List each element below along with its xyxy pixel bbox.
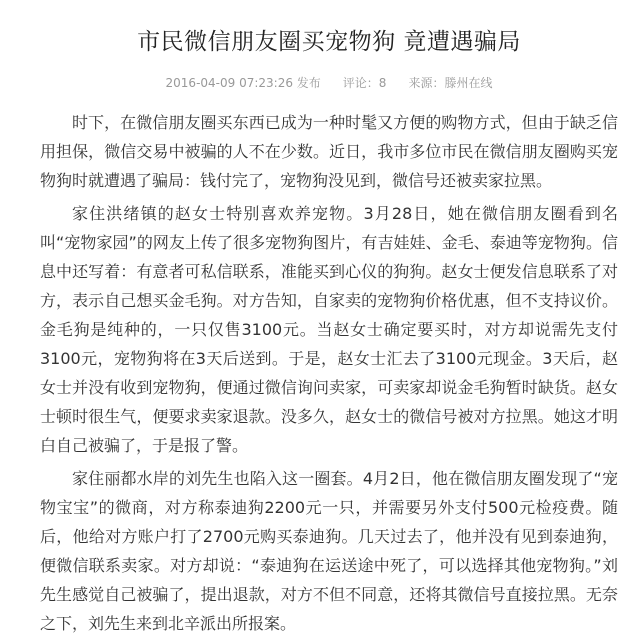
publish-datetime: 2016-04-09 07:23:26 发布 [165, 76, 321, 90]
comment-count[interactable]: 评论：8 [342, 76, 387, 90]
paragraph-1: 时下，在微信朋友圈买东西已成为一种时髦又方便的购物方式，但由于缺乏信用担保，微信交易中被骗的人不在少数。近日，我市多位市民在微信朋友圈购买宠物狗时就遭遇了骗局：钱付完了，宠物狗没见到，微信号还被卖家拉黑。 [40, 113, 618, 190]
article-source: 来源：滕州在线 [408, 76, 493, 90]
paragraph-2: 家住洪绪镇的赵女士特别喜欢养宠物。3月28日，她在微信朋友圈看到名叫“宠物家园”的网友上传了很多宠物狗图片，有吉娃娃、金毛、泰迪等宠物狗。信息中还写着：有意者可私信联系，准能买到心仪的狗狗。赵女士便发信息联系了对方，表示自己想买金毛狗。对方告知，自家卖的宠物狗价格优惠，但不支持议价。金毛狗是纯种的，一只仅售3100元。当赵女士确定要买时，对方却说需先支付3100元，宠物狗将在3天后送到。于是，赵女士汇去了3100元现金。3天后，赵女士并没有收到宠物狗，便通过微信询问卖家，可卖家却说金毛狗暂时缺货。赵女士顿时很生气，便要求卖家退款。没多久，赵女士的微信号被对方拉黑。她这才明白自己被骗了，于是报了警。 [40, 204, 618, 455]
article-meta [40, 72, 618, 94]
paragraph-3: 家住丽都水岸的刘先生也陷入这一圈套。4月2日，他在微信朋友圈发现了“宠物宝宝”的微商，对方称泰迪狗2200元一只，并需要另外支付500元检疫费。随后，他给对方账户打了2700元购买泰迪狗。几天过去了，他并没有见到泰迪狗，便微信联系卖家。对方却说：“泰迪狗在运送途中死了，可以选择其他宠物狗。”刘先生感觉自己被骗了，提出退款，对方不但不同意，还将其微信号直接拉黑。无奈之下，刘先生来到北辛派出所报案。 [40, 469, 618, 633]
article-title: 市民微信朋友圈买宠物狗 竟遭遇骗局 [137, 29, 521, 55]
article-body [40, 108, 618, 638]
